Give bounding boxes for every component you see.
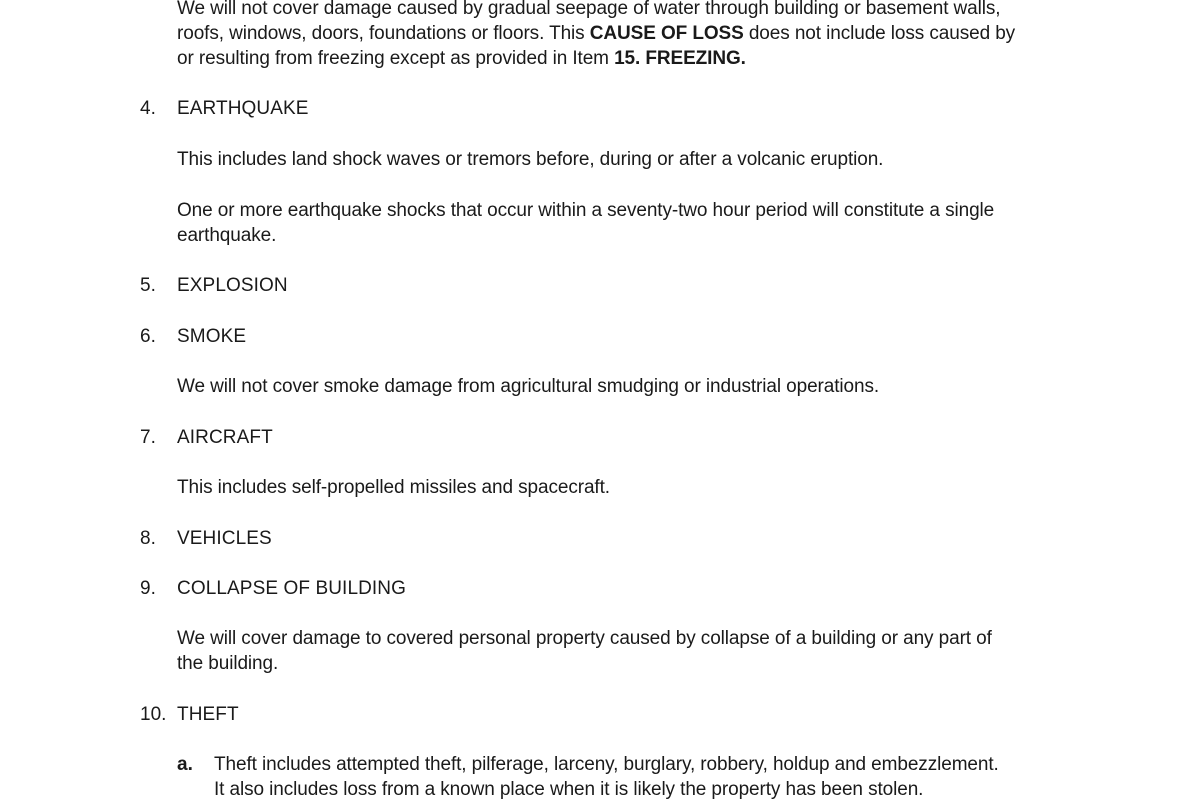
section-10-title: THEFT bbox=[177, 704, 239, 725]
section-7-paragraph-1: This includes self-propelled missiles and spacecraft. bbox=[177, 477, 610, 498]
section-8-title: VEHICLES bbox=[177, 528, 272, 549]
section-7-number: 7. bbox=[140, 427, 156, 448]
section-4-title: EARTHQUAKE bbox=[177, 98, 309, 119]
section-8-number: 8. bbox=[140, 528, 156, 549]
intro-line-2 bbox=[177, 21, 1015, 46]
section-4-paragraph-2-line-2: earthquake. bbox=[177, 225, 277, 246]
section-9-paragraph-1-line-1: We will cover damage to covered personal property caused by collapse of a building or any part of bbox=[177, 628, 992, 649]
intro-text-3: or resulting from freezing except as provided in Item bbox=[177, 48, 609, 69]
intro-text-1: We will not cover damage caused by gradual seepage of water through building or basement walls, bbox=[177, 0, 1001, 19]
section-10-item-a-letter: a. bbox=[177, 754, 193, 775]
section-6-number: 6. bbox=[140, 326, 156, 347]
section-9-title: COLLAPSE OF BUILDING bbox=[177, 578, 407, 599]
intro-text-2-end: does not include loss caused by bbox=[748, 23, 1016, 44]
section-6-paragraph-1: We will not cover smoke damage from agricultural smudging or industrial operations. bbox=[177, 376, 880, 397]
section-4-paragraph-1: This includes land shock waves or tremors before, during or after a volcanic eruption. bbox=[177, 149, 884, 170]
intro-text-2: roofs, windows, doors, foundations or floors. This bbox=[177, 23, 585, 44]
section-10-number: 10. bbox=[140, 704, 167, 725]
section-5-number: 5. bbox=[140, 275, 156, 296]
section-10-item-a-line-2: It also includes loss from a known place when it is likely the property has been stolen. bbox=[214, 779, 924, 800]
section-4-number: 4. bbox=[140, 98, 156, 119]
cause-of-loss-term: CAUSE OF LOSS bbox=[589, 23, 744, 44]
section-7-title: AIRCRAFT bbox=[177, 427, 273, 448]
intro-line-3 bbox=[177, 46, 746, 71]
section-10-item-a-line-1: Theft includes attempted theft, pilferage, larceny, burglary, robbery, holdup and embezzlement. bbox=[214, 754, 999, 775]
section-9-number: 9. bbox=[140, 578, 156, 599]
section-9-paragraph-1-line-2: the building. bbox=[177, 653, 279, 674]
section-4-paragraph-2-line-1: One or more earthquake shocks that occur within a seventy-two hour period will constitute a single bbox=[177, 200, 995, 221]
section-6-title: SMOKE bbox=[177, 326, 247, 347]
freezing-reference: 15. FREEZING. bbox=[614, 48, 746, 69]
section-5-title: EXPLOSION bbox=[177, 275, 288, 296]
intro-line-1 bbox=[177, 0, 1000, 21]
